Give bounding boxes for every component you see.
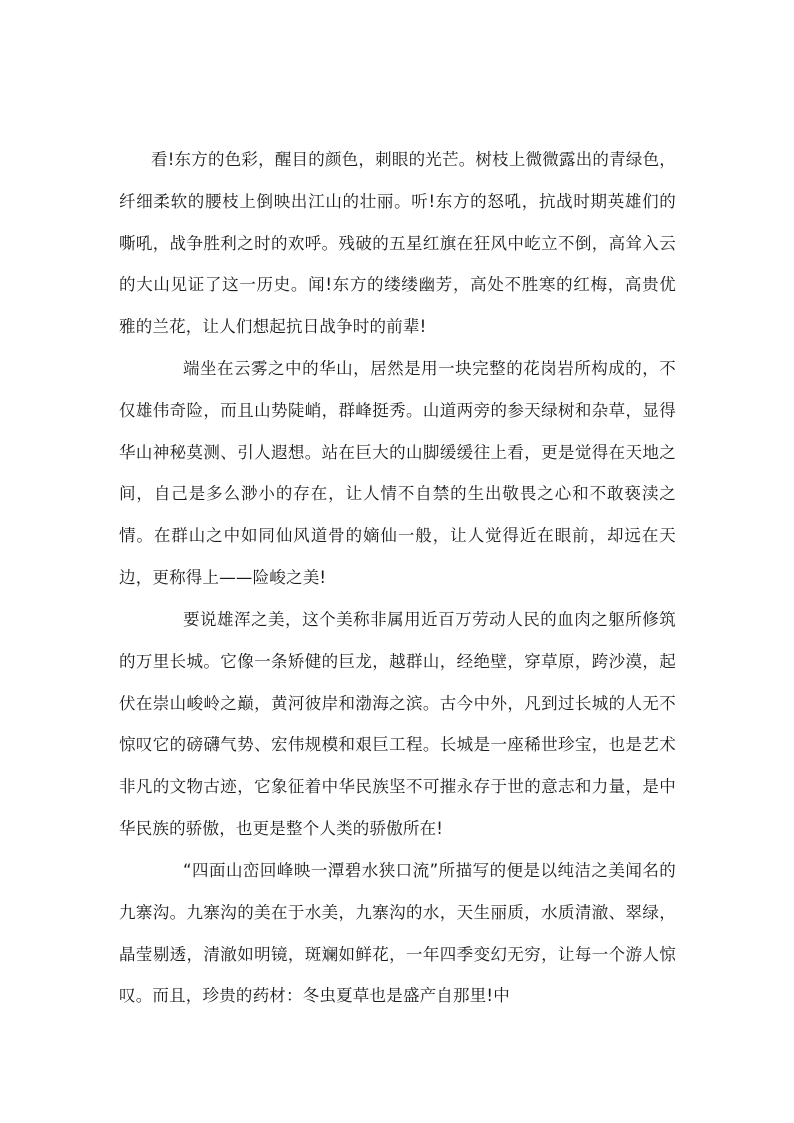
paragraph-2	[119, 348, 676, 599]
paragraph-text: 看!东方的色彩，醒目的颜色，刺眼的光芒。树枝上微微露出的青绿色，纤细柔软的腰枝上倒映出江山的壮丽。听!东方的怒吼，抗战时期英雄们的嘶吼，战争胜利之时的欢呼。残破的五星红旗在狂风中屹立不倒，高耸入云的大山见证了这一历史。闻!东方的缕缕幽芳，高处不胜寒的红梅，高贵优雅的兰花，让人们想起抗日战争时的前辈!	[119, 150, 676, 337]
paragraph-4	[119, 850, 676, 1017]
paragraph-text: 要说雄浑之美，这个美称非属用近百万劳动人民的血肉之躯所修筑的万里长城。它像一条矫健的巨龙，越群山，经绝壁，穿草原，跨沙漠，起伏在崇山峻岭之巅，黄河彼岸和渤海之滨。古今中外，凡到过长城的人无不惊叹它的磅礴气势、宏伟规模和艰巨工程。长城是一座稀世珍宝，也是艺术非凡的文物古迹，它象征着中华民族坚不可摧永存于世的意志和力量，是中华民族的骄傲，也更是整个人类的骄傲所在!	[119, 610, 676, 838]
paragraph-text: “四面山峦回峰映一潭碧水狭口流”所描写的便是以纯洁之美闻名的九寨沟。九寨沟的美在于水美，九寨沟的水，天生丽质，水质清澈、翠绿，晶莹剔透，清澈如明镜，斑斓如鲜花，一年四季变幻无穷，让每一个游人惊叹。而且，珍贵的药材：冬虫夏草也是盛产自那里!中	[119, 861, 676, 1006]
paragraph-3	[119, 599, 676, 850]
paragraph-text: 端坐在云雾之中的华山，居然是用一块完整的花岗岩所构成的，不仅雄伟奇险，而且山势陡峭，群峰挺秀。山道两旁的参天绿树和杂草，显得华山神秘莫测、引人遐想。站在巨大的山脚缓缓往上看，更是觉得在天地之间，自己是多么渺小的存在，让人情不自禁的生出敬畏之心和不敢亵渎之情。在群山之中如同仙风道骨的嫡仙一般，让人觉得近在眼前，却远在天边，更称得上——险峻之美!	[119, 359, 676, 587]
paragraph-1	[119, 139, 676, 348]
